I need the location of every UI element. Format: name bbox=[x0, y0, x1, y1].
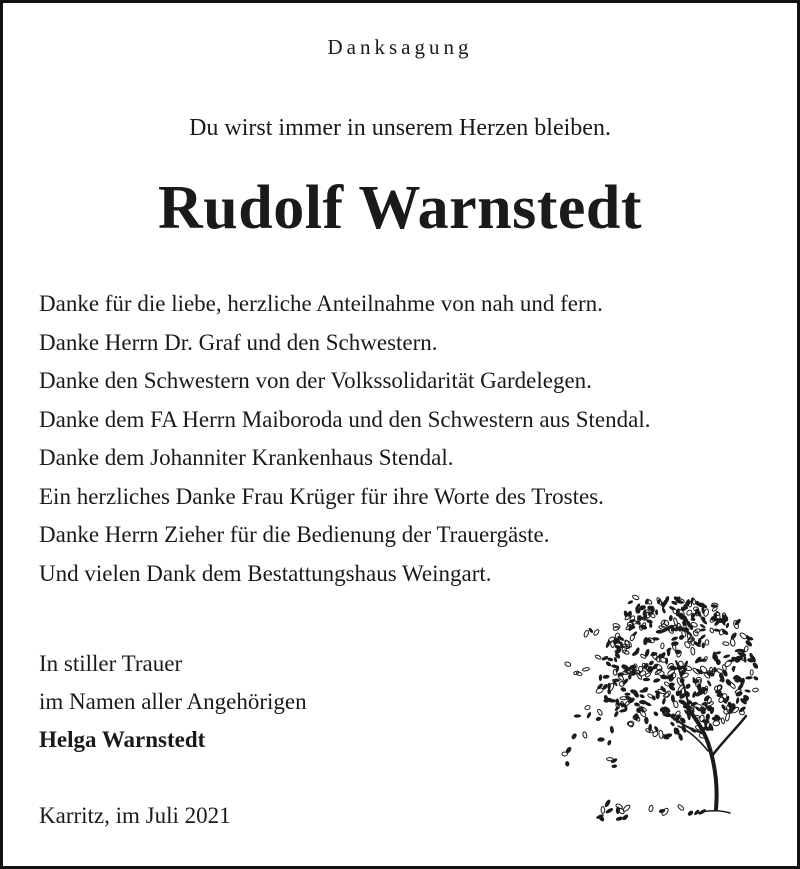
thanks-line: Danke den Schwestern von der Volkssolidarität Gardelegen. bbox=[39, 368, 592, 393]
windswept-tree-icon bbox=[558, 581, 773, 836]
thanks-line: Danke Herrn Dr. Graf und den Schwestern. bbox=[39, 329, 438, 355]
thanks-line: Danke Herrn Zieher für die Bedienung der Trauergäste. bbox=[39, 522, 550, 547]
signer-name: Helga Warnstedt bbox=[39, 727, 206, 752]
place-date: Karritz, im Juli 2021 bbox=[39, 803, 231, 828]
signoff-line: im Namen aller Angehörigen bbox=[39, 689, 307, 714]
thanks-line: Danke dem FA Herrn Maiboroda und den Schwestern aus Stendal. bbox=[39, 406, 651, 432]
thanks-line: Und vielen Dank dem Bestattungshaus Weingart. bbox=[39, 560, 492, 586]
thanks-line: Danke für die liebe, herzliche Anteilnahme von nah und fern. bbox=[39, 291, 603, 316]
thanks-line: Danke dem Johanniter Krankenhaus Stendal. bbox=[39, 445, 454, 470]
thanks-list bbox=[39, 285, 779, 593]
signoff-line: In stiller Trauer bbox=[39, 651, 183, 676]
deceased-name: Rudolf Warnstedt bbox=[158, 174, 642, 242]
thanks-line: Ein herzliches Danke Frau Krüger für ihre Worte des Trostes. bbox=[39, 483, 604, 509]
notice-heading: Danksagung bbox=[327, 35, 473, 59]
notice-motto: Du wirst immer in unserem Herzen bleiben. bbox=[189, 115, 611, 141]
signoff-block bbox=[39, 645, 307, 759]
